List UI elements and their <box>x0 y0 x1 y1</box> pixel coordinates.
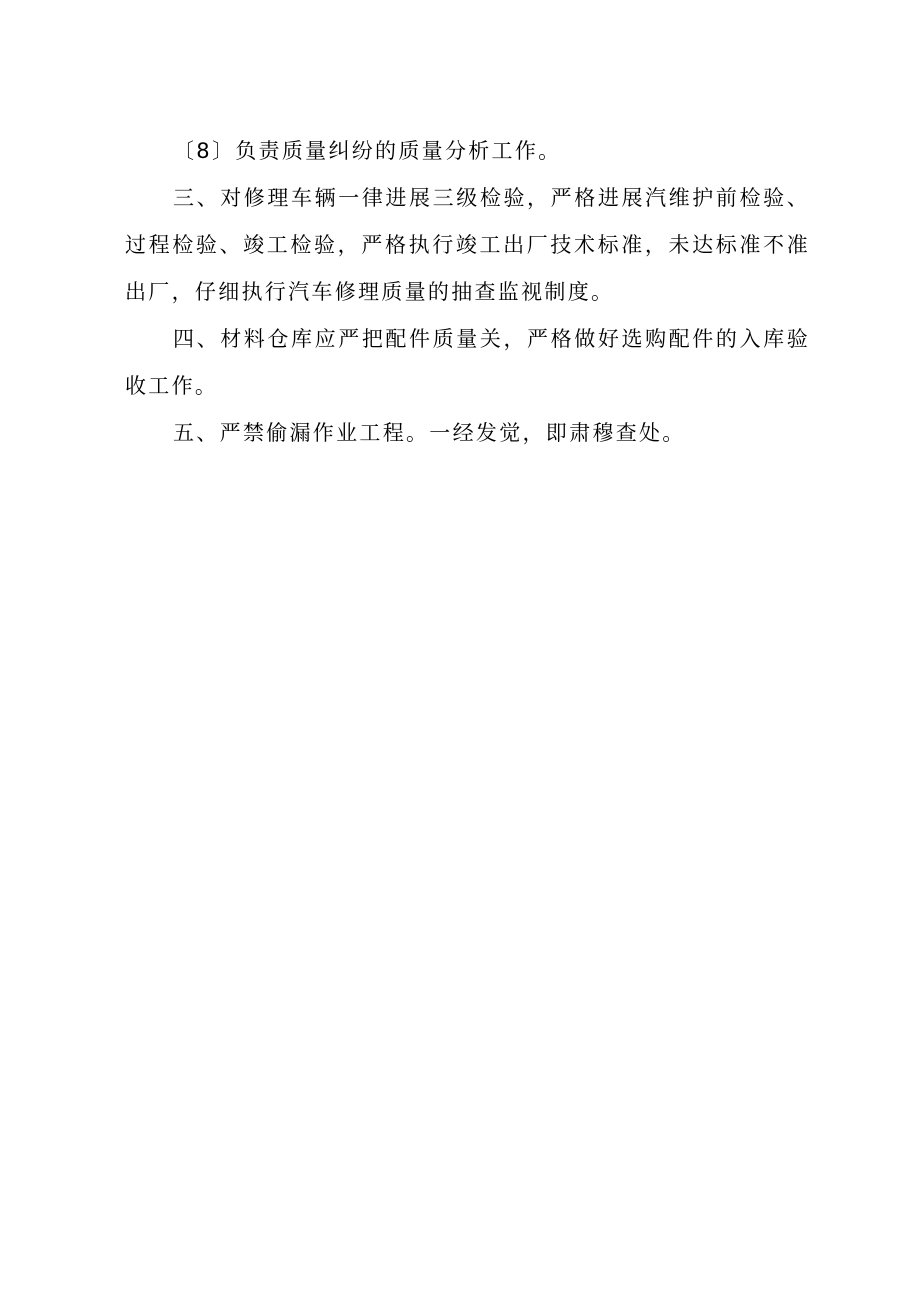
document-body <box>125 128 810 457</box>
paragraph-section-4: 四、材料仓库应严把配件质量关，严格做好选购配件的入库验收工作。 <box>125 327 810 398</box>
paragraph-item-8: 〔8〕负责质量纠纷的质量分析工作。 <box>173 139 562 163</box>
paragraph-section-5: 五、严禁偷漏作业工程。一经发觉，即肃穆查处。 <box>173 421 686 445</box>
paragraph-section-3: 三、对修理车辆一律进展三级检验，严格进展汽维护前检验、过程检验、竣工检验，严格执行竣工出厂技术标准，未达标准不准出厂，仔细执行汽车修理质量的抽查监视制度。 <box>125 186 810 304</box>
